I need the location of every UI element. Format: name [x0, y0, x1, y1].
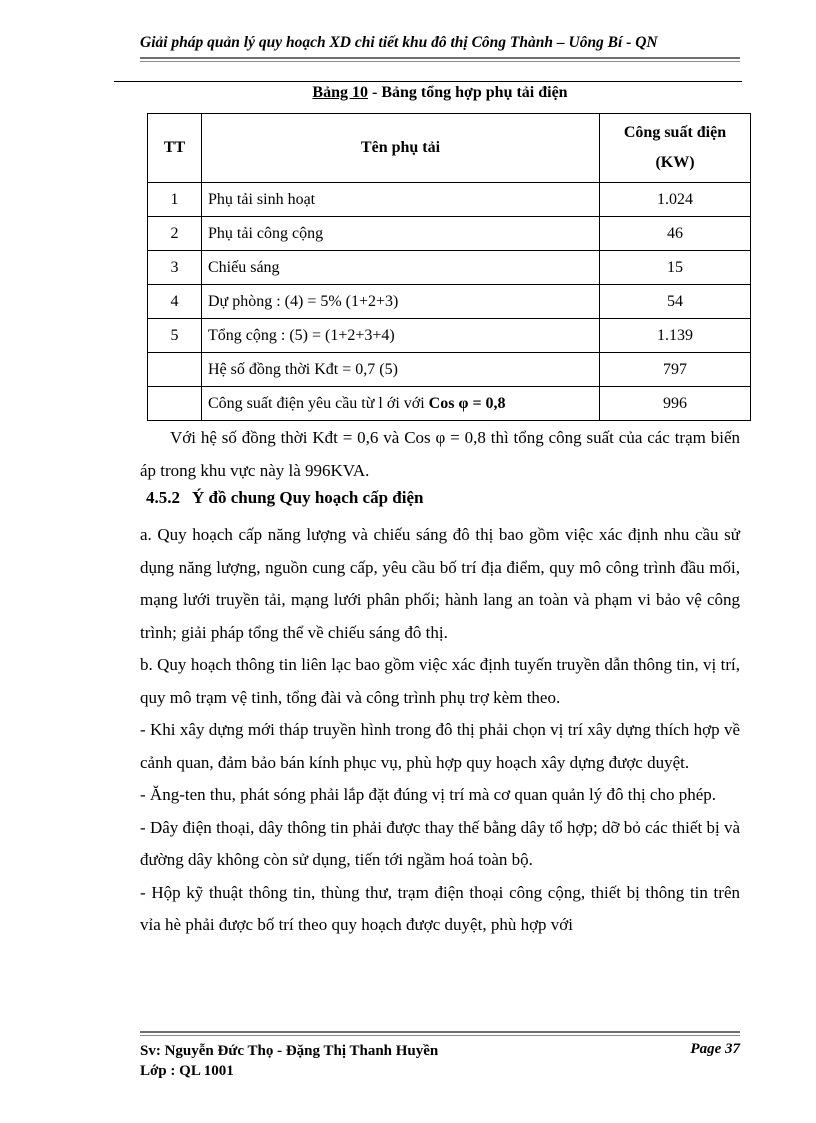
bullet-item: - Ăng-ten thu, phát sóng phải lắp đặt đúng vị trí mà cơ quan quản lý đô thị cho phép. — [140, 785, 717, 804]
footer-class: Lớp : QL 1001 — [140, 1063, 234, 1079]
row-value: 54 — [600, 285, 751, 319]
row-value: 15 — [600, 251, 751, 285]
bullet-item: - Khi xây dựng mới tháp truyền hình trong đô thị phải chọn vị trí xây dựng thích hợp về cảnh quan, đảm bảo bán kính phục vụ, phù hợp quy hoạch xây dựng được duyệt. — [140, 720, 740, 772]
header-rule — [140, 57, 740, 59]
header-power — [600, 114, 751, 183]
row-tt: 1 — [148, 183, 202, 217]
table-row — [148, 217, 751, 251]
running-header: Giải pháp quản lý quy hoạch XD chi tiết khu đô thị Công Thành – Uông Bí - QN — [140, 34, 658, 51]
footer-rule — [140, 1031, 740, 1033]
table-row — [148, 251, 751, 285]
paragraph-b: b. Quy hoạch thông tin liên lạc bao gồm việc xác định tuyến truyền dẫn thông tin, vị trí, quy mô trạm vệ tinh, tổng đài và công trình phụ trợ kèm theo. — [140, 655, 740, 707]
header-power-line2: (KW) — [655, 154, 695, 171]
row-name: Dự phòng : (4) = 5% (1+2+3) — [202, 285, 600, 319]
row-value: 1.024 — [600, 183, 751, 217]
table-caption — [140, 84, 740, 102]
row-tt: 3 — [148, 251, 202, 285]
bullet-item: - Dây điện thoại, dây thông tin phải được thay thế bằng dây tổ hợp; dỡ bỏ các thiết bị và đường dây không còn sử dụng, tiến tới ngầm hoá toàn bộ. — [140, 817, 740, 869]
header-separator — [114, 81, 742, 82]
row-value: 46 — [600, 217, 751, 251]
electric-load-table — [147, 113, 751, 421]
table-row — [148, 285, 751, 319]
row-value: 797 — [600, 353, 751, 387]
row-tt: 4 — [148, 285, 202, 319]
table-row — [148, 319, 751, 353]
table-header-row — [148, 114, 751, 183]
section-heading — [146, 488, 423, 508]
paragraph-a: a. Quy hoạch cấp năng lượng và chiếu sáng đô thị bao gồm việc xác định nhu cầu sử dụng năng lượng, nguồn cung cấp, yêu cầu bố trí địa điểm, quy mô công trình đầu mối, mạng lưới truyền tải, mạng lưới phân phối; hành lang an toàn và phạm vi bảo vệ công trình; giải pháp tổng thể về chiếu sáng đô thị. — [140, 525, 740, 642]
header-load-name: Tên phụ tải — [202, 114, 600, 183]
row-value: 1.139 — [600, 319, 751, 353]
table-row — [148, 183, 751, 217]
row-tt — [148, 387, 202, 421]
table-row-final — [148, 387, 751, 421]
row-name: Hệ số đồng thời Kđt = 0,7 (5) — [202, 353, 600, 387]
table-row — [148, 353, 751, 387]
row-value: 996 — [600, 387, 751, 421]
final-row-cos-phi: Cos φ = 0,8 — [428, 394, 506, 412]
table-caption-text: - Bảng tổng hợp phụ tải điện — [367, 84, 568, 101]
row-tt — [148, 353, 202, 387]
final-row-text: Công suất điện yêu cầu từ l ới với — [208, 394, 429, 412]
bullet-item: - Hộp kỹ thuật thông tin, thùng thư, trạm điện thoại công cộng, thiết bị thông tin trên vỉa hè phải được bố trí theo quy hoạch được duyệt, phù hợp với — [140, 882, 740, 934]
row-name: Chiếu sáng — [202, 251, 600, 285]
footer-authors: Sv: Nguyễn Đức Thọ - Đặng Thị Thanh Huyền — [140, 1043, 439, 1059]
header-rule-thin — [140, 61, 740, 62]
section-number: 4.5.2 — [146, 488, 180, 507]
page-number: Page 37 — [690, 1041, 740, 1057]
row-tt: 2 — [148, 217, 202, 251]
row-tt: 5 — [148, 319, 202, 353]
table-caption-label: Bảng 10 — [312, 84, 368, 101]
footer-authors-block — [140, 1041, 438, 1081]
header-tt: TT — [148, 114, 202, 183]
intro-text: Với hệ số đồng thời Kđt = 0,6 và Cos φ = 0,8 thì tổng công suất của các trạm biến áp trong khu vực này là 996KVA. — [140, 428, 740, 480]
footer-rule-thin — [140, 1035, 740, 1036]
row-name: Phụ tải sinh hoạt — [202, 183, 600, 217]
row-name: Phụ tải công cộng — [202, 217, 600, 251]
intro-paragraph — [140, 422, 740, 487]
body-text — [140, 519, 740, 942]
row-name — [202, 387, 600, 421]
row-name: Tổng cộng : (5) = (1+2+3+4) — [202, 319, 600, 353]
section-title: Ý đồ chung Quy hoạch cấp điện — [192, 488, 424, 507]
header-power-line1: Công suất điện — [623, 124, 727, 141]
